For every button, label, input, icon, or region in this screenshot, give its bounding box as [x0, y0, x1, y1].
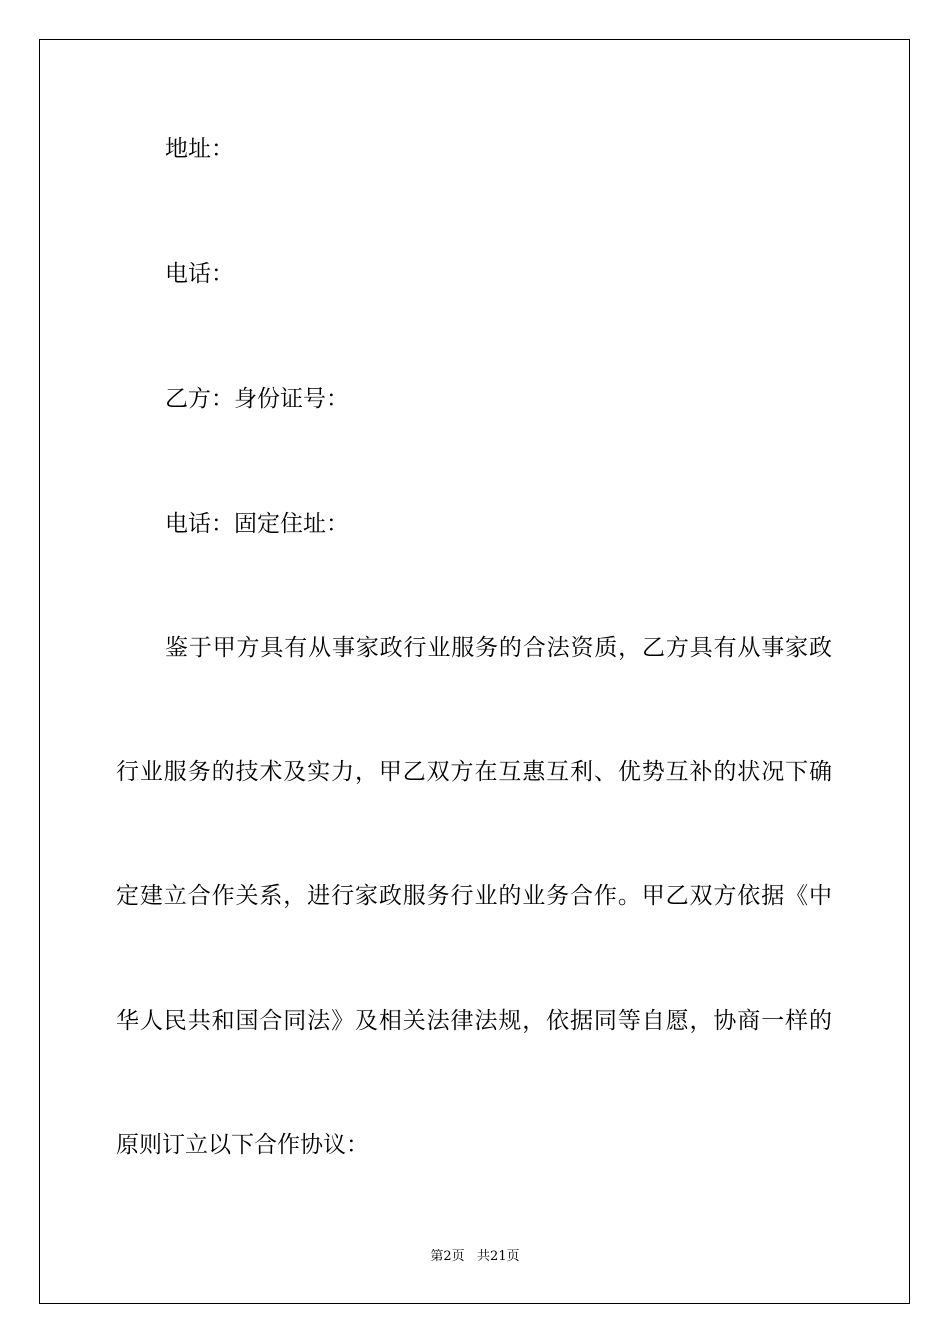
phone-label: 电话： [165, 261, 234, 287]
phone-residence-label: 电话：固定住址： [165, 511, 349, 537]
paragraph-line-5: 原则订立以下合作协议： [116, 1132, 369, 1158]
address-label: 地址： [165, 136, 234, 162]
page-border [39, 39, 910, 1304]
party-b-id-label: 乙方：身份证号： [165, 386, 349, 412]
paragraph-line-1: 鉴于甲方具有从事家政行业服务的合法资质，乙方具有从事家政 [165, 635, 832, 661]
paragraph-line-4: 华人民共和国合同法》及相关法律法规，依据同等自愿，协商一样的 [116, 1008, 832, 1034]
paragraph-line-3: 定建立合作关系，进行家政服务行业的业务合作。甲乙双方依据《中 [116, 883, 832, 909]
paragraph-line-2: 行业服务的技术及实力，甲乙双方在互惠互利、优势互补的状况下确 [116, 759, 832, 785]
page-number: 第2页 共21页 [430, 1249, 520, 1264]
